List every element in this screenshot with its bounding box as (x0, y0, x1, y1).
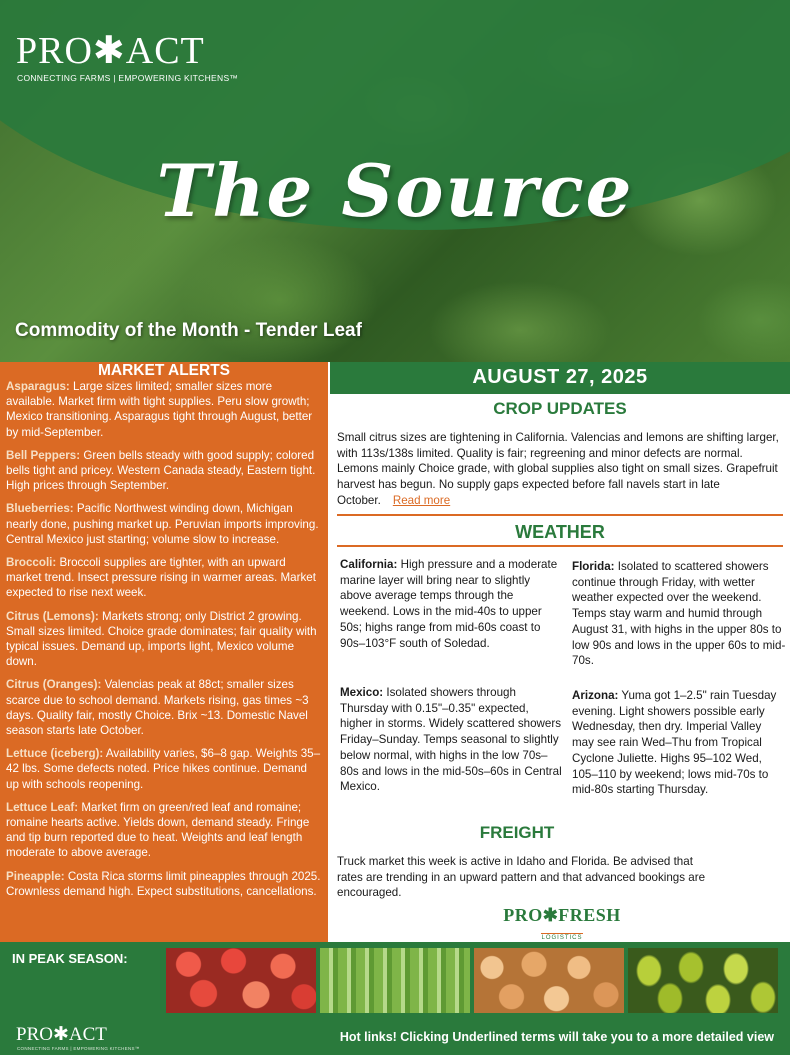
apples-image (166, 948, 316, 1013)
footer (0, 1018, 790, 1055)
profresh-logo-name: PRO✱FRESH (503, 905, 621, 925)
read-more-link[interactable]: Read more (392, 493, 451, 507)
crop-updates-body: Small citrus sizes are tightening in California. Valencias and lemons are shifting larger, with 113s/138s limited. Quality is fair; regreening and minor defects are normal. Lemons mainly Choice grade, with global supplies also tight on small sizes. Grapefruit harvest has begun. No supply gaps expected before fall navels start in late October. (337, 431, 779, 507)
alert-asparagus (6, 379, 322, 440)
alert-text: Costa Rica storms limit pineapples through 2025. Crownless demand high. Expect substitutions, cancellations. (6, 869, 321, 898)
freight-text: Truck market this week is active in Idaho and Florida. Be advised that rates are trending in an upward pattern and that advanced bookings are encouraged. (337, 855, 706, 900)
section-divider (337, 514, 783, 516)
proact-logo: PRO✱ACT (16, 30, 205, 72)
profresh-logo-sub: LOGISTICS (541, 935, 583, 941)
weather-region-text: Isolated showers through Thursday with 0.15"–0.35" expected, higher in storms. Widely scattered showers Friday–Sunday. Temps seasonal to slightly below normal, with highs in the low 70s–80s and lows in the mid-50s–60s in Central Mexico. (340, 686, 562, 794)
issue-date: AUGUST 27, 2025 (330, 362, 790, 394)
crop-updates-title: CROP UPDATES (493, 399, 627, 418)
alert-blueberries (6, 501, 322, 547)
alert-name[interactable]: Pineapple: (6, 869, 65, 883)
alert-name[interactable]: Asparagus: (6, 380, 70, 393)
newsletter-title: The Source (156, 148, 634, 233)
peak-season-bar (0, 942, 790, 1018)
peak-season-label: IN PEAK SEASON: (12, 951, 128, 966)
hot-links-note: Hot links! Clicking Underlined terms will take you to a more detailed view (339, 1030, 774, 1044)
alert-text: Valencias peak at 88ct; smaller sizes scarce due to school demand. Markets rising, gas times ~3 days. Quality fair, mostly Choice. Brix ~13. Domestic Navel season starts late October. (6, 678, 309, 738)
weather-region-name: Florida: (572, 560, 615, 573)
pears-image (628, 948, 778, 1013)
alert-text: Large sizes limited; smaller sizes more available. Market firm with tight supplies. Peru slow growth; Mexico transitioning. Asparagus tight through August, better by mid-September. (6, 380, 313, 439)
alert-name[interactable]: Lettuce Leaf: (6, 800, 79, 814)
alert-name[interactable]: Broccoli: (6, 556, 57, 570)
footer-tagline: CONNECTING FARMS | EMPOWERING KITCHENS™ (17, 1046, 140, 1051)
hero-banner (0, 0, 790, 362)
freight-title: FREIGHT (479, 823, 555, 842)
weather-region-name: California: (340, 558, 398, 571)
alert-broccoli (6, 555, 322, 601)
footer-logo: PRO✱ACT (16, 1024, 107, 1045)
alert-text: Green bells steady with good supply; colored bells tight and pricey. Western Canada steady, Eastern tight. High prices through September. (6, 448, 316, 493)
alert-text: Pacific Northwest winding down, Michigan nearly done, pushing market up. Peruvian imports improving. Central Mexico just starting; volume slow to increase. (6, 502, 319, 546)
onions-image (474, 948, 624, 1013)
alert-citrus-oranges (6, 677, 322, 738)
alert-citrus-lemons (6, 609, 322, 670)
market-alerts-panel (0, 362, 328, 942)
alert-lettuce-leaf (6, 800, 322, 861)
alert-bell-peppers (6, 448, 322, 494)
weather-region-name: Arizona: (572, 689, 619, 702)
commodity-of-month: Commodity of the Month - Tender Leaf (15, 320, 362, 341)
profresh-logo (497, 905, 627, 944)
logo-tagline: CONNECTING FARMS | EMPOWERING KITCHENS™ (17, 73, 239, 83)
weather-region-name: Mexico: (340, 686, 384, 699)
section-divider (337, 545, 783, 547)
weather-california (340, 557, 562, 651)
alert-name[interactable]: Lettuce (iceberg): (6, 747, 104, 761)
weather-title: WEATHER (515, 522, 605, 542)
alert-text: Availability varies, $6–8 gap. Weights 35–42 lbs. Some defects noted. Price hikes continue. Demand up with schools reopening. (6, 747, 321, 791)
alert-lettuce-iceberg (6, 746, 322, 792)
alert-pineapple (6, 869, 322, 899)
alert-text: Broccoli supplies are tighter, with an upward market trend. Insect pressure rising in warmer areas. Market expected to rise next week. (6, 556, 316, 600)
weather-mexico (340, 685, 562, 795)
market-alerts-title: MARKET ALERTS (97, 362, 231, 379)
weather-region-text: Yuma got 1–2.5" rain Tuesday evening. Light showers possible early Wednesday, then dry. Imperial Valley may see rain Wed–Thu from Tropical Cyclone Juliette. Highs 95–102 Wed, 105–110 by weekend; lows mid-70s to mid-80s starting Thursday. (572, 689, 777, 797)
weather-arizona (572, 688, 786, 798)
alert-name[interactable]: Citrus (Oranges): (6, 678, 102, 692)
weather-region-text: Isolated to scattered showers continue through Friday, with wetter weather expected over the weekend. Temps stay warm and humid through August 31, with highs in the upper 80s to low 90s and lows in the upper 60s to mid-70s. (572, 560, 786, 668)
alert-name[interactable]: Bell Peppers: (6, 448, 81, 462)
celery-image (320, 948, 470, 1013)
alert-name[interactable]: Blueberries: (6, 502, 74, 516)
weather-region-text: High pressure and a moderate marine layer will bring near to slightly above average temps through the weekend. Lows in the mid-40s to upper 50s; highs range from mid-60s coast to 90s–103°F south of Soledad. (340, 558, 558, 650)
weather-florida (572, 559, 786, 669)
alert-text: Markets strong; only District 2 growing. Small sizes limited. Choice grade dominates; fair quality with typical issues. Demand up, imports light, Mexico volume down. (6, 609, 317, 669)
crop-updates-text (337, 430, 783, 509)
alert-name[interactable]: Citrus (Lemons): (6, 609, 99, 623)
alert-text: Market firm on green/red leaf and romaine; romaine hearts active. Yields down, demand steady. Fringe and tip burn reported due to heat. Weights and leaf length moderate to above average. (6, 800, 310, 860)
